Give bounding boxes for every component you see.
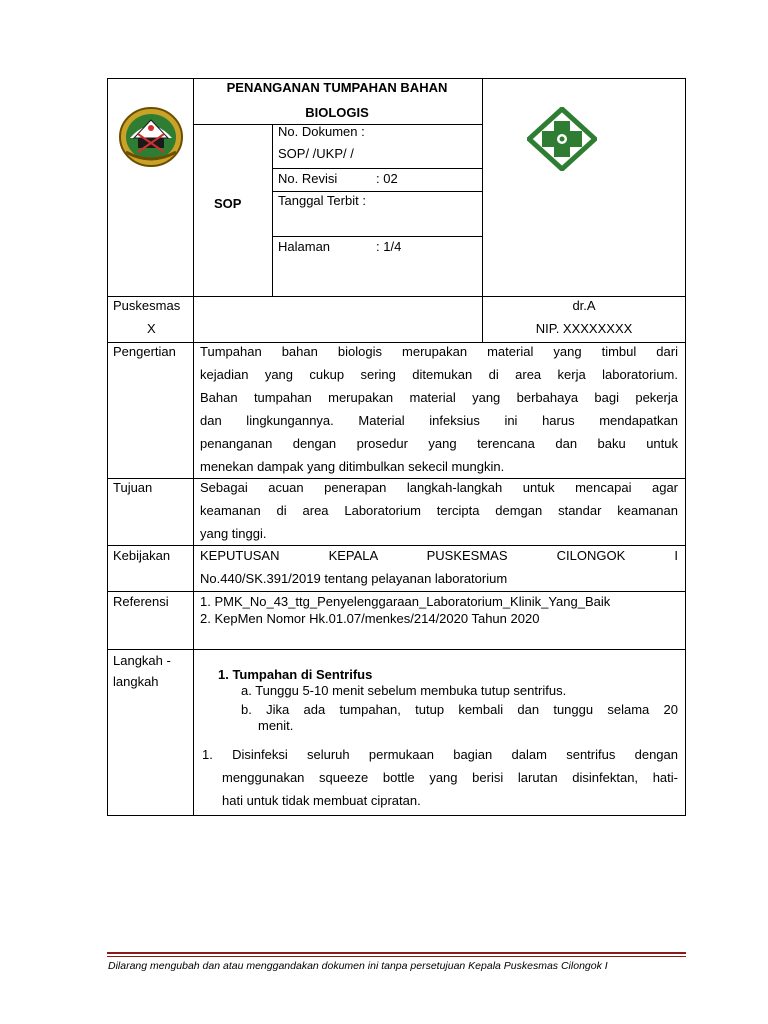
puskesmas-name-line1: Puskesmas (113, 298, 181, 313)
pengertian-line: kejadian yang cukup sering ditemukan di area kerja laboratorium. (200, 367, 678, 382)
kebijakan-label: Kebijakan (113, 548, 171, 563)
regional-emblem-icon (118, 104, 184, 175)
langkah-sub-b: b. Jika ada tumpahan, tutup kembali dan tunggu selama 20 (241, 702, 678, 717)
puskesmas-cross-icon (527, 107, 597, 176)
title-line-1: PENANGANAN TUMPAHAN BAHAN (226, 80, 448, 95)
referensi-item: 1. PMK_No_43_ttg_Penyelenggaraan_Laboratorium_Klinik_Yang_Baik (200, 594, 611, 609)
halaman-label: Halaman (278, 239, 331, 254)
tujuan-line: keamanan di area Laboratorium tercipta demgan standar keamanan (200, 503, 678, 518)
referensi-label: Referensi (113, 594, 169, 609)
no-revisi-value: : 02 (376, 171, 398, 186)
referensi-item: 2. KepMen Nomor Hk.01.07/menkes/214/2020 Tahun 2020 (200, 611, 540, 626)
footer-divider (107, 956, 686, 957)
tanggal-terbit-label: Tanggal Terbit : (278, 193, 366, 208)
langkah-step-1-cont: menggunakan squeeze bottle yang berisi larutan disinfektan, hati- (222, 770, 678, 785)
tujuan-label: Tujuan (113, 480, 153, 495)
langkah-step-1-cont: hati untuk tidak membuat cipratan. (222, 793, 421, 808)
langkah-label-line2: langkah (113, 674, 159, 689)
langkah-sub-b-cont: menit. (258, 718, 294, 733)
footer-divider (107, 952, 686, 954)
tujuan-line: yang tinggi. (200, 526, 267, 541)
halaman-value: : 1/4 (376, 239, 402, 254)
title-line-2: BIOLOGIS (305, 105, 369, 120)
no-revisi-label: No. Revisi (278, 171, 338, 186)
signatory-nip: NIP. XXXXXXXX (535, 321, 633, 336)
langkah-heading: 1. Tumpahan di Sentrifus (218, 667, 373, 682)
langkah-label-line1: Langkah - (113, 653, 171, 668)
tujuan-line: Sebagai acuan penerapan langkah-langkah untuk mencapai agar (200, 480, 678, 495)
no-dokumen-label: No. Dokumen : (278, 124, 365, 139)
sop-label: SOP (214, 196, 242, 211)
footer-note: Dilarang mengubah dan atau menggandakan dokumen ini tanpa persetujuan Kepala Puskesmas Cilongok I (108, 960, 608, 972)
pengertian-line: Tumpahan bahan biologis merupakan material yang timbul dari (200, 344, 678, 359)
kebijakan-line: No.440/SK.391/2019 tentang pelayanan laboratorium (200, 571, 508, 586)
langkah-sub-a: a. Tunggu 5-10 menit sebelum membuka tutup sentrifus. (241, 683, 567, 698)
signatory-name: dr.A (572, 298, 596, 313)
puskesmas-name-line2: X (147, 321, 156, 336)
pengertian-line: penanganan dengan prosedur yang terencana dan baku untuk (200, 436, 678, 451)
pengertian-line: Bahan tumpahan merupakan material yang berbahaya bagi pekerja (200, 390, 678, 405)
langkah-step-1: 1. Disinfeksi seluruh permukaan bagian dalam sentrifus dengan (202, 747, 678, 762)
pengertian-line: dan lingkungannya. Material infeksius ini harus mendapatkan (200, 413, 678, 428)
kebijakan-line: KEPUTUSAN KEPALA PUSKESMAS CILONGOK I (200, 548, 678, 563)
no-dokumen-value: SOP/ /UKP/ / (278, 146, 354, 161)
document-title (195, 75, 479, 125)
pengertian-line: menekan dampak yang ditimbulkan sekecil mungkin. (200, 459, 505, 474)
pengertian-label: Pengertian (113, 344, 176, 359)
